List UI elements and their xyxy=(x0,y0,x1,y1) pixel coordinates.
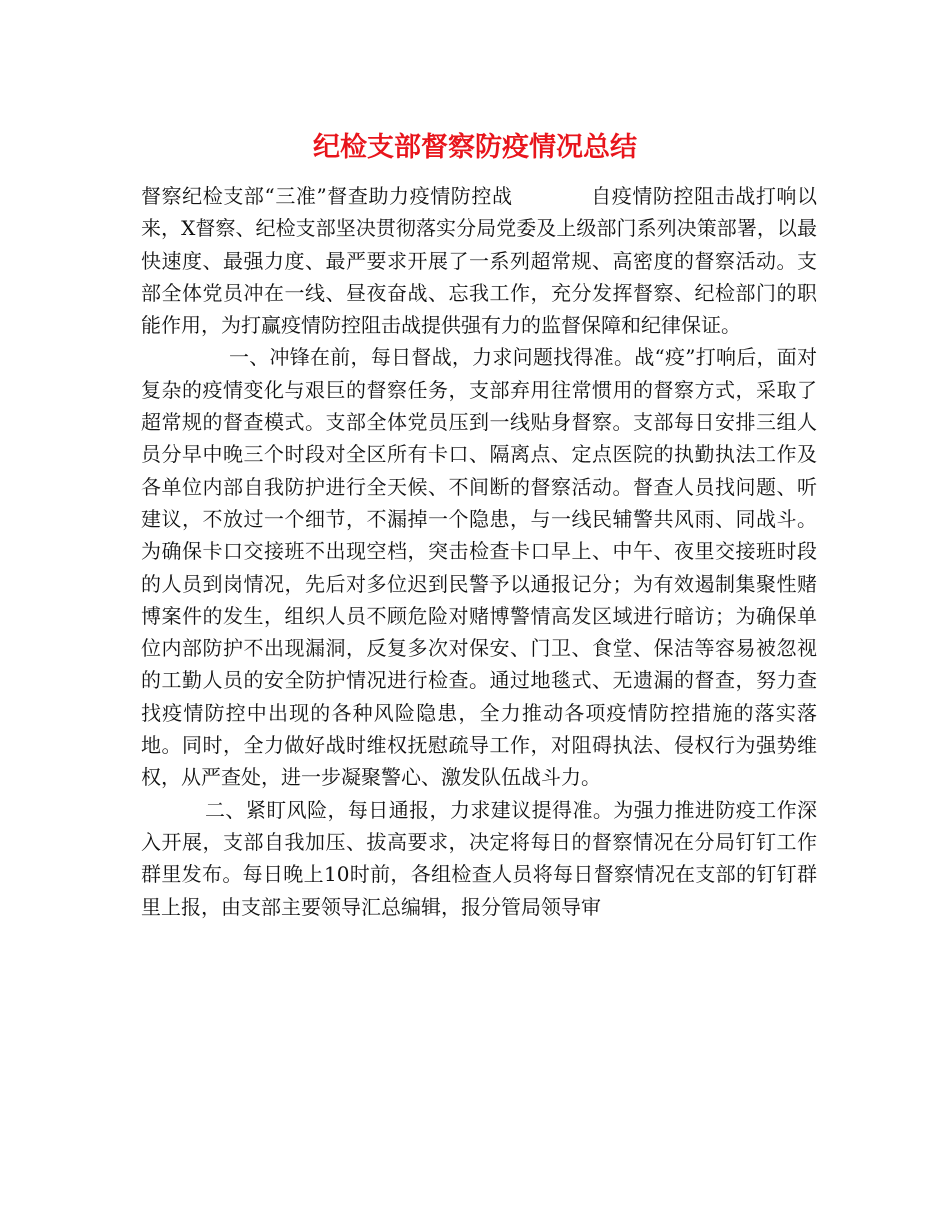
intro-paragraph xyxy=(141,180,817,341)
intro-heading: 督察纪检支部“三准”督查助力疫情防控战 xyxy=(141,184,513,208)
intro-text: 自疫情防控阻击战打响以来，X督察、纪检支部坚决贯彻落实分局党委及上级部门系列决策部署，以最快速度、最强力度、最严要求开展了一系列超常规、高密度的督察活动。支部全体党员冲在一线、昼夜奋战、忘我工作，充分发挥督察、纪检部门的职能作用，为打赢疫情防控阻击战提供强有力的监督保障和纪律保证。 xyxy=(141,184,817,338)
body-paragraph-2: 二、紧盯风险，每日通报，力求建议提得准。为强力推进防疫工作深入开展，支部自我加压、拔高要求，决定将每日的督察情况在分局钉钉工作群里发布。每日晚上10时前，各组检查人员将每日督察情况在支部的钉钉群里上报，由支部主要领导汇总编辑，报分管局领导审 xyxy=(141,797,817,919)
document-title: 纪检支部督察防疫情况总结 xyxy=(313,132,637,163)
body-paragraph-1: 一、冲锋在前，每日督战，力求问题找得准。战“疫”打响后，面对复杂的疫情变化与艰巨的督察任务，支部弃用往常惯用的督察方式，采取了超常规的督查模式。支部全体党员压到一线贴身督察。支部每日安排三组人员分早中晚三个时段对全区所有卡口、隔离点、定点医院的执勤执法工作及各单位内部自我防护进行全天候、不间断的督察活动。督查人员找问题、听建议，不放过一个细节，不漏掉一个隐患，与一线民辅警共风雨、同战斗。为确保卡口交接班不出现空档，突击检查卡口早上、中午、夜里交接班时段的人员到岗情况，先后对多位迟到民警予以通报记分；为有效遏制集聚性赌博案件的发生，组织人员不顾危险对赌博警情高发区域进行暗访；为确保单位内部防护不出现漏洞，反复多次对保安、门卫、食堂、保洁等容易被忽视的工勤人员的安全防护情况进行检查。通过地毯式、无遗漏的督查，努力查找疫情防控中出现的各种风险隐患，全力推动各项疫情防控措施的落实落地。同时，全力做好战时维权抚慰疏导工作，对阻碍执法、侵权行为强势维权，从严查处，进一步凝聚警心、激发队伍战斗力。 xyxy=(141,345,817,790)
document-body xyxy=(141,180,817,923)
